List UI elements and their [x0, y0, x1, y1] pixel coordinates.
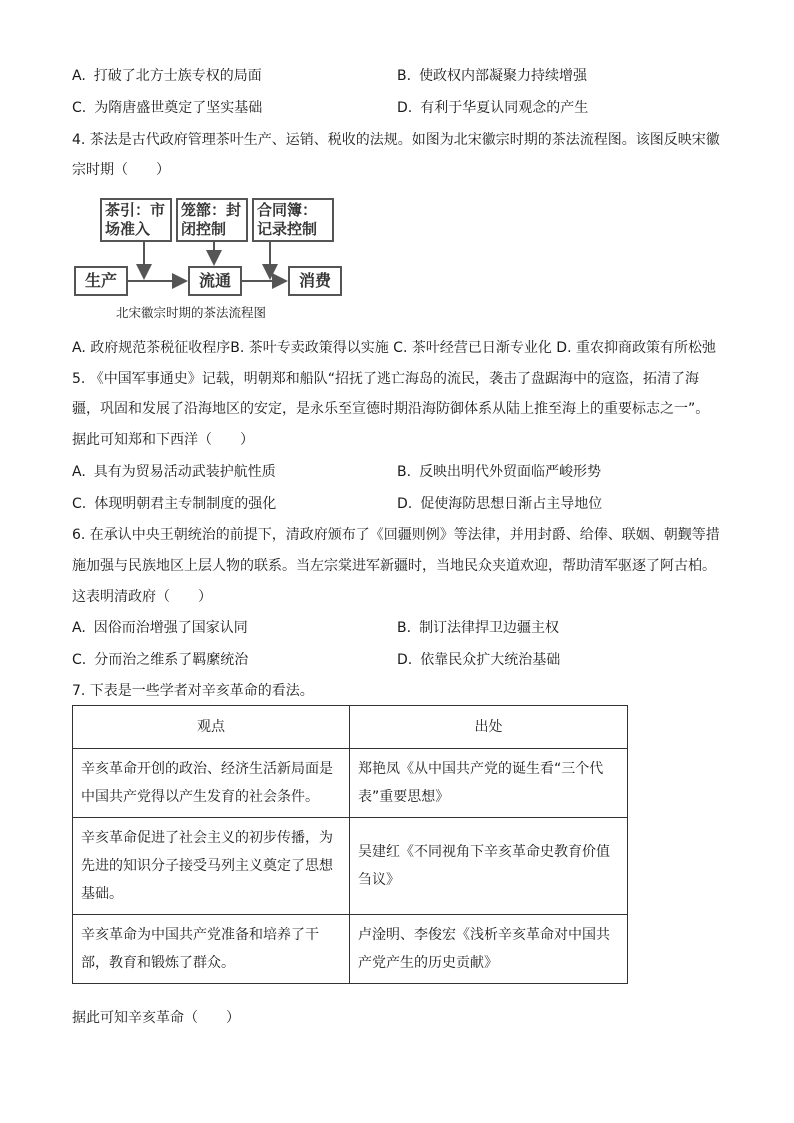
option-label: B. [397, 620, 412, 636]
q6-option-b [397, 618, 559, 638]
q3-option-c [72, 98, 262, 118]
option-text: 使政权内部凝聚力持续增强 [419, 68, 588, 84]
box-line: 记录控制 [257, 220, 318, 238]
option-text: 具有为贸易活动武装护航性质 [93, 464, 276, 480]
table-cell-source: 卢淦明、李俊宏《浅析辛亥革命对中国共产党产生的历史贡献》 [350, 915, 628, 984]
q4-stem-line1: 4. 茶法是古代政府管理茶叶生产、运销、税收的法规。如图为北宋徽宗时期的茶法流程图。该图反映宋徽 [72, 132, 720, 148]
table-cell-view: 辛亥革命开创的政治、经济生活新局面是中国共产党得以产生发育的社会条件。 [73, 749, 350, 818]
table-header-source: 出处 [350, 706, 628, 749]
option-text: 反映出明代外贸面临严峻形势 [419, 464, 602, 480]
option-text: 依靠民众扩大统治基础 [420, 652, 561, 668]
table-cell-view: 辛亥革命促进了社会主义的初步传播，为先进的知识分子接受马列主义奠定了思想基础。 [73, 818, 350, 915]
q5-stem-line2: 疆，巩固和发展了沿海地区的安定，是永乐至宣德时期沿海防御体系从陆上推至海上的重要标志之一”。 [72, 401, 710, 417]
option-text: 打破了北方士族专权的局面 [93, 68, 262, 84]
table-header-view: 观点 [73, 706, 350, 749]
option-label: A. [72, 68, 86, 84]
q5-option-c [72, 494, 276, 514]
tea-law-flow-diagram [74, 196, 344, 320]
q3-option-a [72, 66, 262, 86]
table-row [73, 915, 628, 984]
option-label: C. [72, 496, 87, 512]
option-label: D. [397, 496, 413, 512]
q6-stem-line2: 施加强与民族地区上层人物的联系。当左宗棠进军新疆时，当地民众夹道欢迎，帮助清军驱逐了阿古柏。 [72, 558, 716, 574]
option-label: D. [397, 100, 413, 116]
table-row [73, 749, 628, 818]
option-text: 有利于华夏认同观念的产生 [420, 100, 589, 116]
q7-stem: 7. 下表是一些学者对辛亥革命的看法。 [72, 683, 314, 699]
table-cell-source: 郑艳凤《从中国共产党的诞生看“三个代表”重要思想》 [350, 749, 628, 818]
diagram-caption: 北宋徽宗时期的茶法流程图 [116, 305, 267, 320]
table-header-row [73, 706, 628, 749]
scholar-views-table [72, 705, 628, 984]
table-row [73, 818, 628, 915]
q6-option-d [397, 650, 560, 670]
q5-option-b [397, 462, 601, 482]
option-label: A. [72, 464, 86, 480]
q5-option-d [397, 494, 602, 514]
option-text: 因俗而治增强了国家认同 [93, 620, 248, 636]
q3-option-b [397, 66, 587, 86]
table-cell-view: 辛亥革命为中国共产党准备和培养了干部，教育和锻炼了群众。 [73, 915, 350, 984]
box-line: 场准入 [105, 220, 151, 238]
option-label: B. [397, 464, 412, 480]
diagram-box-production: 生产 [74, 266, 128, 296]
option-label: D. [397, 652, 413, 668]
box-line: 闭控制 [181, 220, 227, 238]
q6-option-a [72, 618, 248, 638]
option-label: A. [72, 620, 86, 636]
option-text: 分而治之维系了羁縻统治 [94, 652, 249, 668]
diagram-arrows [74, 196, 344, 306]
q5-stem-line1: 5. 《中国军事通史》记载，明朝郑和船队“招抚了逃亡海岛的流民，袭击了盘踞海中的寇盗，拓清了海 [72, 371, 700, 387]
q6-stem-line3: 这表明清政府（ ） [72, 589, 212, 605]
option-label: B. [397, 68, 412, 84]
option-label: C. [72, 652, 87, 668]
q4-options: A. 政府规范茶税征收程序B. 茶叶专卖政策得以实施 C. 茶叶经营已日渐专业化 D. 重农抑商政策有所松弛 [72, 340, 716, 356]
option-label: C. [72, 100, 87, 116]
box-line: 合同簿： [257, 201, 318, 219]
option-text: 为隋唐盛世奠定了坚实基础 [94, 100, 263, 116]
table-cell-source: 吴建红《不同视角下辛亥革命史教育价值刍议》 [350, 818, 628, 915]
q5-stem-line3: 据此可知郑和下西洋（ ） [72, 432, 254, 448]
option-text: 制订法律捍卫边疆主权 [419, 620, 560, 636]
option-text: 促使海防思想日渐占主导地位 [420, 496, 603, 512]
box-line: 茶引：市 [105, 201, 166, 219]
box-line: 笼篰：封 [181, 201, 242, 219]
diagram-box-circulation: 流通 [188, 266, 242, 296]
q5-option-a [72, 462, 276, 482]
diagram-box-consumption: 消费 [288, 266, 342, 296]
q6-option-c [72, 650, 248, 670]
q7-ending: 据此可知辛亥革命（ ） [72, 1010, 240, 1026]
q4-stem-line2: 宗时期（ ） [72, 162, 170, 178]
q3-option-d [397, 98, 588, 118]
q6-stem-line1: 6. 在承认中央王朝统治的前提下，清政府颁布了《回疆则例》等法律，并用封爵、给俸、联姻、朝觐等措 [72, 527, 720, 543]
option-text: 体现明朝君主专制制度的强化 [94, 496, 277, 512]
